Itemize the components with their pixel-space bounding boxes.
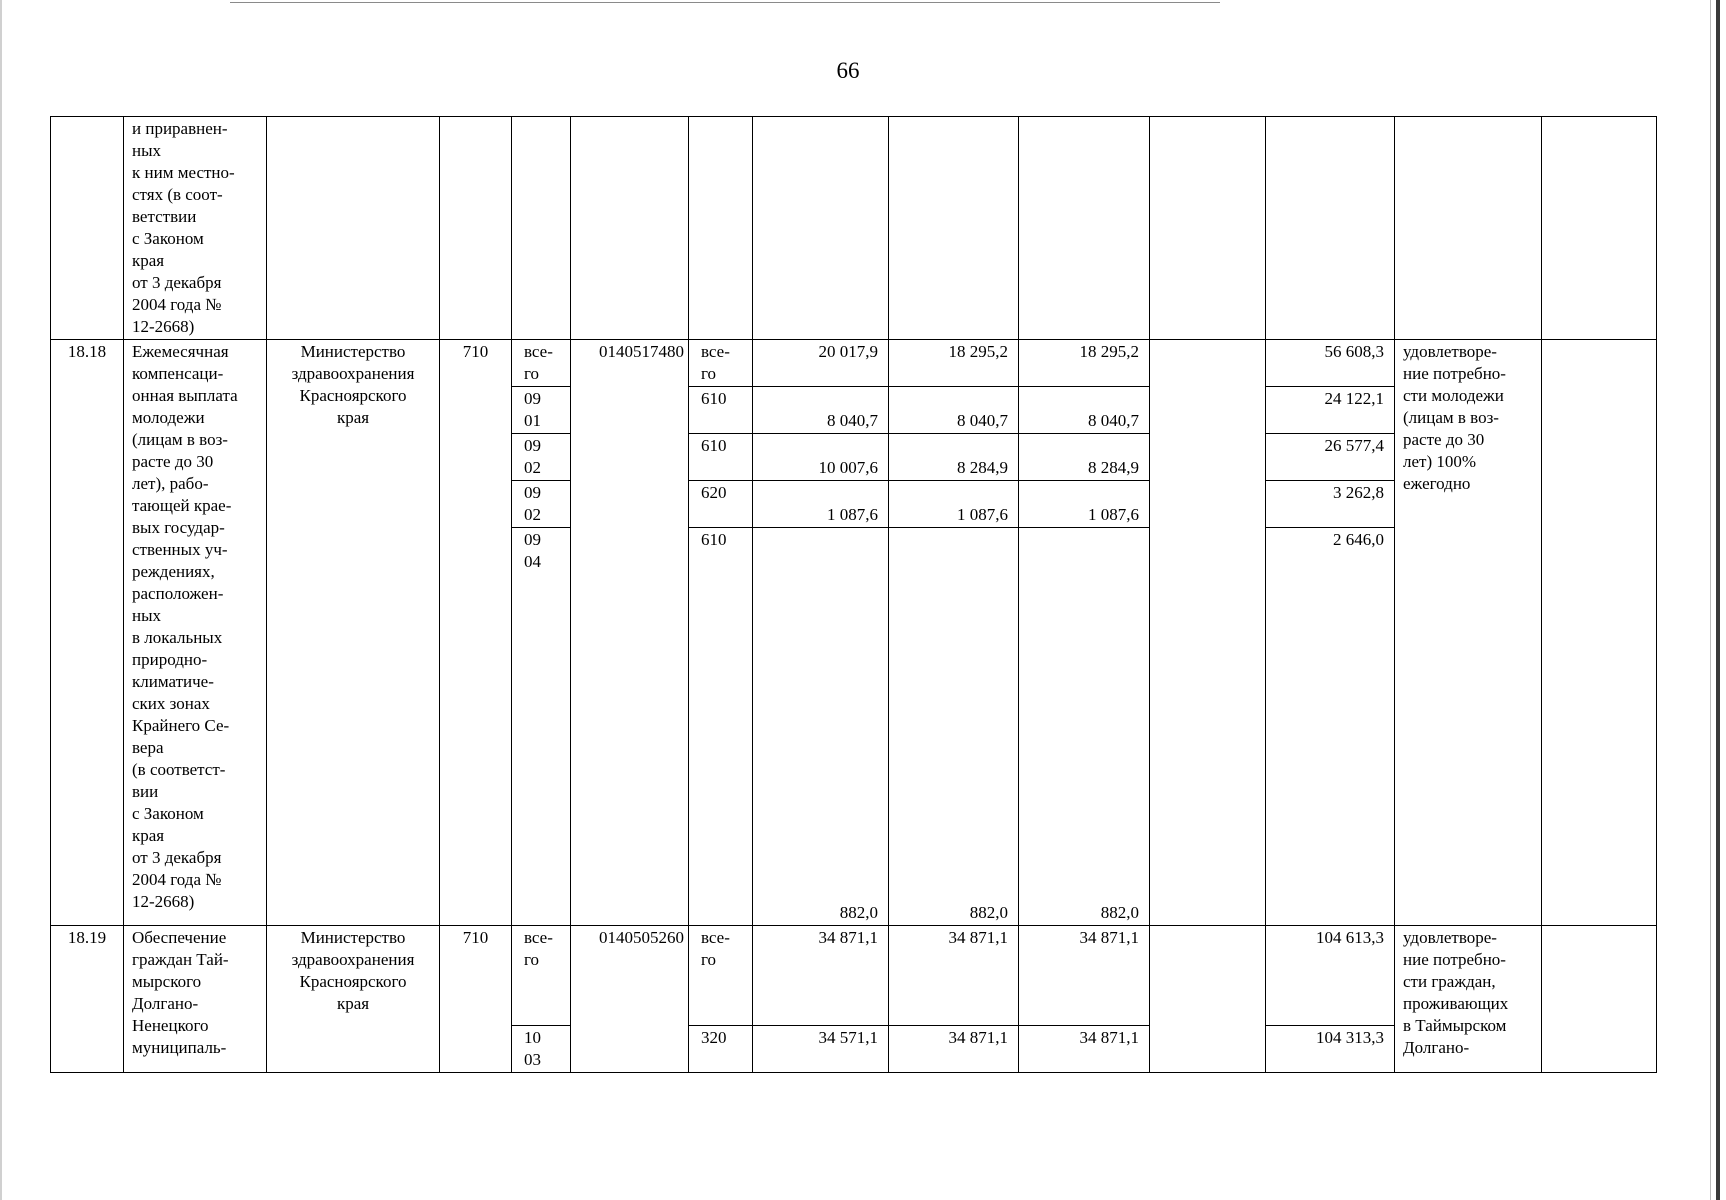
- name-lines: [132, 927, 262, 1059]
- cell-name: [124, 926, 267, 1073]
- text-line: лет), рабо-: [132, 474, 209, 493]
- cell-result: [1395, 117, 1542, 340]
- cell-year3: 34 871,1: [1019, 926, 1150, 1026]
- text-line: все-: [701, 342, 730, 361]
- text-line: 12-2668): [132, 317, 195, 336]
- rzpr-lines: [524, 341, 566, 385]
- text-line: 12-2668): [132, 892, 195, 911]
- text-line: 09: [524, 530, 541, 549]
- text-line: сти граждан,: [1403, 972, 1496, 991]
- cell-grbs: [440, 117, 512, 340]
- text-line: и приравнен-: [132, 119, 228, 138]
- text-line: го: [701, 364, 717, 383]
- cell-year1: [753, 117, 889, 340]
- text-line: края: [336, 994, 370, 1013]
- cell-empty: [1150, 340, 1266, 926]
- text-line: все-: [701, 928, 730, 947]
- text-line: все-: [524, 342, 553, 361]
- cell-vr: [689, 434, 753, 481]
- result-lines: [1403, 341, 1537, 495]
- text-line: расте до 30: [132, 452, 214, 471]
- cell-vr: [689, 926, 753, 1026]
- name-lines: [132, 341, 262, 913]
- text-line: 09: [524, 436, 541, 455]
- text-line: ских зонах: [132, 694, 210, 713]
- text-line: стях (в соот-: [132, 185, 223, 204]
- text-line: 2004 года №: [132, 295, 222, 314]
- vr-lines: [701, 435, 748, 457]
- org-lines: [271, 927, 435, 1015]
- text-line: (в соответст-: [132, 760, 226, 779]
- cell-year3: 18 295,2: [1019, 340, 1150, 387]
- cell-year2: [889, 117, 1019, 340]
- cell-year1: 10 007,6: [753, 434, 889, 481]
- cell-year2: 8 284,9: [889, 434, 1019, 481]
- cell-total: 2 646,0: [1266, 528, 1395, 926]
- text-line: природно-: [132, 650, 208, 669]
- vr-lines: [701, 927, 748, 971]
- cell-total: 26 577,4: [1266, 434, 1395, 481]
- text-line: 610: [701, 389, 727, 408]
- text-line: 04: [524, 552, 541, 571]
- text-line: расположен-: [132, 584, 224, 603]
- cell-total: 104 313,3: [1266, 1026, 1395, 1073]
- scan-left-edge: [0, 0, 2, 1200]
- table-row-18-18: [51, 340, 1657, 387]
- cell-name: [124, 117, 267, 340]
- cell-rzpr: [512, 434, 571, 481]
- text-line: сти молодежи: [1403, 386, 1504, 405]
- text-line: ние потребно-: [1403, 364, 1506, 383]
- cell-empty: [1150, 117, 1266, 340]
- cell-year3: [1019, 117, 1150, 340]
- cell-last: [1542, 117, 1657, 340]
- text-line: от 3 декабря: [132, 848, 222, 867]
- text-line: Ненецкого: [132, 1016, 209, 1035]
- text-line: 620: [701, 483, 727, 502]
- cell-year2: 1 087,6: [889, 481, 1019, 528]
- cell-total: 56 608,3: [1266, 340, 1395, 387]
- name-lines: [132, 118, 262, 338]
- cell-year1: 20 017,9: [753, 340, 889, 387]
- cell-year3: 8 284,9: [1019, 434, 1150, 481]
- cell-number: [51, 117, 124, 340]
- cell-total: 24 122,1: [1266, 387, 1395, 434]
- text-line: от 3 декабря: [132, 273, 222, 292]
- text-line: ных: [132, 606, 162, 625]
- text-line: го: [701, 950, 717, 969]
- text-line: 02: [524, 505, 541, 524]
- text-line: Министерство: [300, 928, 406, 947]
- cell-year2: 34 871,1: [889, 926, 1019, 1026]
- text-line: в локальных: [132, 628, 223, 647]
- cell-org: [267, 926, 440, 1073]
- cell-year3: 882,0: [1019, 528, 1150, 926]
- rzpr-lines: [524, 435, 566, 479]
- cell-last: [1542, 340, 1657, 926]
- cell-year2: 8 040,7: [889, 387, 1019, 434]
- text-line: края: [336, 408, 370, 427]
- cell-year1: 34 571,1: [753, 1026, 889, 1073]
- text-line: вера: [132, 738, 164, 757]
- text-line: здравоохранения: [291, 364, 415, 383]
- cell-vr: [689, 340, 753, 387]
- text-line: климатиче-: [132, 672, 214, 691]
- cell-empty: [1150, 926, 1266, 1073]
- text-line: края: [132, 251, 165, 270]
- text-line: с Законом: [132, 229, 204, 248]
- text-line: (лицам в воз-: [1403, 408, 1499, 427]
- cell-year2: 882,0: [889, 528, 1019, 926]
- text-line: ежегодно: [1403, 474, 1471, 493]
- cell-year2: 34 871,1: [889, 1026, 1019, 1073]
- text-line: проживающих: [1403, 994, 1509, 1013]
- text-line: Обеспечение: [132, 928, 227, 947]
- vr-lines: [701, 1027, 748, 1049]
- cell-csr: [571, 117, 689, 340]
- text-line: ветствии: [132, 207, 197, 226]
- cell-rzpr: [512, 387, 571, 434]
- cell-total: [1266, 117, 1395, 340]
- cell-year2: 18 295,2: [889, 340, 1019, 387]
- text-line: Ежемесячная: [132, 342, 229, 361]
- text-line: граждан Тай-: [132, 950, 229, 969]
- cell-vr: [689, 481, 753, 528]
- rzpr-lines: [524, 482, 566, 526]
- text-line: здравоохранения: [291, 950, 415, 969]
- vr-lines: [701, 388, 748, 410]
- vr-lines: [701, 529, 748, 551]
- cell-csr: 0140505260: [571, 926, 689, 1073]
- rzpr-lines: [524, 529, 566, 573]
- cell-rzpr: [512, 340, 571, 387]
- cell-year3: 8 040,7: [1019, 387, 1150, 434]
- text-line: реждениях,: [132, 562, 215, 581]
- text-line: го: [524, 950, 540, 969]
- cell-rzpr: [512, 926, 571, 1026]
- text-line: муниципаль-: [132, 1038, 227, 1057]
- table-row-continuation: [51, 117, 1657, 340]
- rzpr-lines: [524, 388, 566, 432]
- vr-lines: [701, 482, 748, 504]
- cell-number: 18.18: [51, 340, 124, 926]
- text-line: мырского: [132, 972, 202, 991]
- text-line: лет) 100%: [1403, 452, 1477, 471]
- cell-result: [1395, 340, 1542, 926]
- text-line: Министерство: [300, 342, 406, 361]
- cell-rzpr: [512, 1026, 571, 1073]
- text-line: 610: [701, 530, 727, 549]
- text-line: вии: [132, 782, 159, 801]
- rzpr-lines: [524, 1027, 566, 1071]
- text-line: компенсаци-: [132, 364, 224, 383]
- text-line: тающей крае-: [132, 496, 232, 515]
- text-line: с Законом: [132, 804, 204, 823]
- text-line: удовлетворе-: [1403, 928, 1497, 947]
- cell-year1: 34 871,1: [753, 926, 889, 1026]
- text-line: ственных уч-: [132, 540, 228, 559]
- text-line: все-: [524, 928, 553, 947]
- text-line: 09: [524, 483, 541, 502]
- text-line: вых государ-: [132, 518, 225, 537]
- text-line: Красноярского: [299, 972, 407, 991]
- cell-vr: [689, 528, 753, 926]
- vr-lines: [701, 341, 748, 385]
- text-line: Крайнего Се-: [132, 716, 230, 735]
- cell-grbs: 710: [440, 926, 512, 1073]
- text-line: Красноярского: [299, 386, 407, 405]
- scan-right-edge-shadow: [1710, 0, 1711, 1200]
- cell-year1: 1 087,6: [753, 481, 889, 528]
- text-line: онная выплата: [132, 386, 238, 405]
- cell-last: [1542, 926, 1657, 1073]
- text-line: 320: [701, 1028, 727, 1047]
- cell-csr: 0140517480: [571, 340, 689, 926]
- cell-year1: 882,0: [753, 528, 889, 926]
- page-number: 66: [836, 58, 860, 83]
- text-line: ние потребно-: [1403, 950, 1506, 969]
- cell-total: 3 262,8: [1266, 481, 1395, 528]
- cell-result: [1395, 926, 1542, 1073]
- cell-rzpr: [512, 481, 571, 528]
- table-row-18-19: [51, 926, 1657, 1026]
- text-line: 02: [524, 458, 541, 477]
- result-lines: [1403, 927, 1537, 1059]
- cell-org: [267, 340, 440, 926]
- rzpr-lines: [524, 927, 566, 971]
- text-line: 03: [524, 1050, 541, 1069]
- org-lines: [271, 341, 435, 429]
- text-line: молодежи: [132, 408, 205, 427]
- cell-year3: 34 871,1: [1019, 1026, 1150, 1073]
- text-line: го: [524, 364, 540, 383]
- text-line: 610: [701, 436, 727, 455]
- cell-year1: 8 040,7: [753, 387, 889, 434]
- text-line: края: [132, 826, 165, 845]
- cell-org: [267, 117, 440, 340]
- text-line: 10: [524, 1028, 541, 1047]
- cell-rzpr: [512, 117, 571, 340]
- cell-year3: 1 087,6: [1019, 481, 1150, 528]
- text-line: Долгано-: [1403, 1038, 1470, 1057]
- text-line: 2004 года №: [132, 870, 222, 889]
- scan-right-edge: [1716, 0, 1720, 1200]
- cell-grbs: 710: [440, 340, 512, 926]
- text-line: 09: [524, 389, 541, 408]
- scan-top-line: [230, 2, 1220, 3]
- text-line: 01: [524, 411, 541, 430]
- cell-name: [124, 340, 267, 926]
- text-line: удовлетворе-: [1403, 342, 1497, 361]
- program-table: [50, 116, 1657, 1073]
- cell-vr: [689, 1026, 753, 1073]
- text-line: ных: [132, 141, 162, 160]
- cell-rzpr: [512, 528, 571, 926]
- cell-total: 104 613,3: [1266, 926, 1395, 1026]
- text-line: расте до 30: [1403, 430, 1485, 449]
- text-line: к ним местно-: [132, 163, 235, 182]
- cell-vr: [689, 387, 753, 434]
- text-line: (лицам в воз-: [132, 430, 228, 449]
- text-line: в Таймырском: [1403, 1016, 1507, 1035]
- text-line: Долгано-: [132, 994, 199, 1013]
- cell-number: 18.19: [51, 926, 124, 1073]
- cell-vr: [689, 117, 753, 340]
